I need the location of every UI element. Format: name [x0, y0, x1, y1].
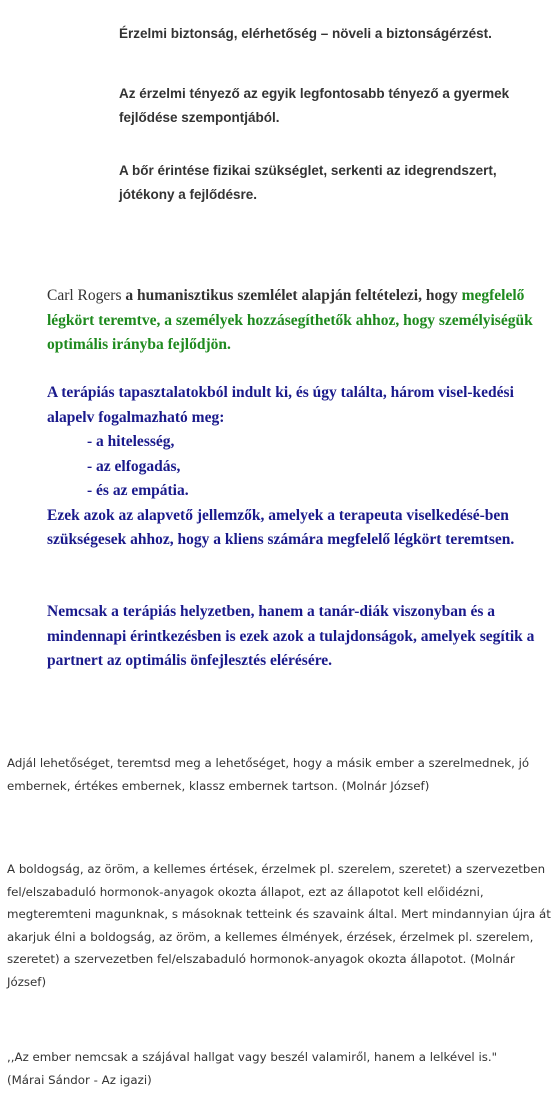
- paragraph-emotional-factor: Az érzelmi tényező az egyik legfontosabb tényező a gyermek fejlődése szempontjából.: [119, 86, 510, 125]
- paragraph-skin-touch: A bőr érintése fizikai szükséglet, serkenti az idegrendszert, jótékony a fejlődésre.: [119, 163, 497, 202]
- rogers-intro: a humanisztikus szemlélet alapján feltételezi, hogy: [121, 287, 458, 304]
- quote-molnar-1: Adjál lehetőséget, teremtsd meg a lehetőséget, hogy a másik ember a szerelmednek, jó embernek, értékes embernek, klassz embernek tartson. (Molnár József): [7, 756, 530, 793]
- quote-marai: [7, 1046, 552, 1091]
- therapy-principles-block: [47, 381, 552, 553]
- principle-item: - a hitelesség,: [87, 433, 175, 450]
- paragraph-emotional-safety: Érzelmi biztonság, elérhetőség – növeli a biztonságérzést.: [119, 26, 492, 41]
- principles-intro: A terápiás tapasztalatokból indult ki, és úgy találta, három visel-kedési alapelv fogalmazható meg:: [47, 384, 514, 426]
- principle-item: - és az empátia.: [87, 482, 189, 499]
- quote-marai-text: ,,Az ember nemcsak a szájával hallgat vagy beszél valamiről, hanem a lelkével is.": [7, 1050, 498, 1064]
- everyday-contact-paragraph: [47, 600, 552, 674]
- rogers-paragraph: [47, 284, 552, 358]
- principles-explanation: Ezek azok az alapvető jellemzők, amelyek a terapeuta viselkedésé-ben szükségesek ahhoz, hogy a kliens számára megfelelő légkört teremtsen.: [47, 506, 515, 548]
- rogers-green-text: megfelelő légkört teremtve, a személyek hozzásegíthetők ahhoz, hogy személyiségük optimális irányba fejlődjön.: [47, 287, 533, 353]
- quote-molnar-2: A boldogság, az öröm, a kellemes értések, érzelmek pl. szerelem, szeretet) a szervezetben fel/elszabaduló hormonok-anyagok okozta állapot, ezt az állapotot kell előidézni, megteremteni magunknak, s másoknak tetteink és szavaink által. Mert mindannyian újra át akarjuk élni a boldogság, az öröm, a kellemes élmények, érzések, érzelmek pl. szerelem, szeretet) a szervezetben fel/elszabaduló hormonok-anyagok okozta állapotot. (Molnár József): [7, 862, 551, 989]
- quote-marai-source: (Márai Sándor - Az igazi): [7, 1072, 152, 1087]
- principle-item: - az elfogadás,: [87, 457, 181, 475]
- everyday-contact-text: Nemcsak a terápiás helyzetben, hanem a tanár-diák viszonyban és a mindennapi érintkezésben is ezek azok a tulajdonságok, amelyek segítik a partnert az optimális önfejlesztés elérésére.: [47, 603, 535, 669]
- rogers-name: Carl Rogers: [47, 287, 122, 304]
